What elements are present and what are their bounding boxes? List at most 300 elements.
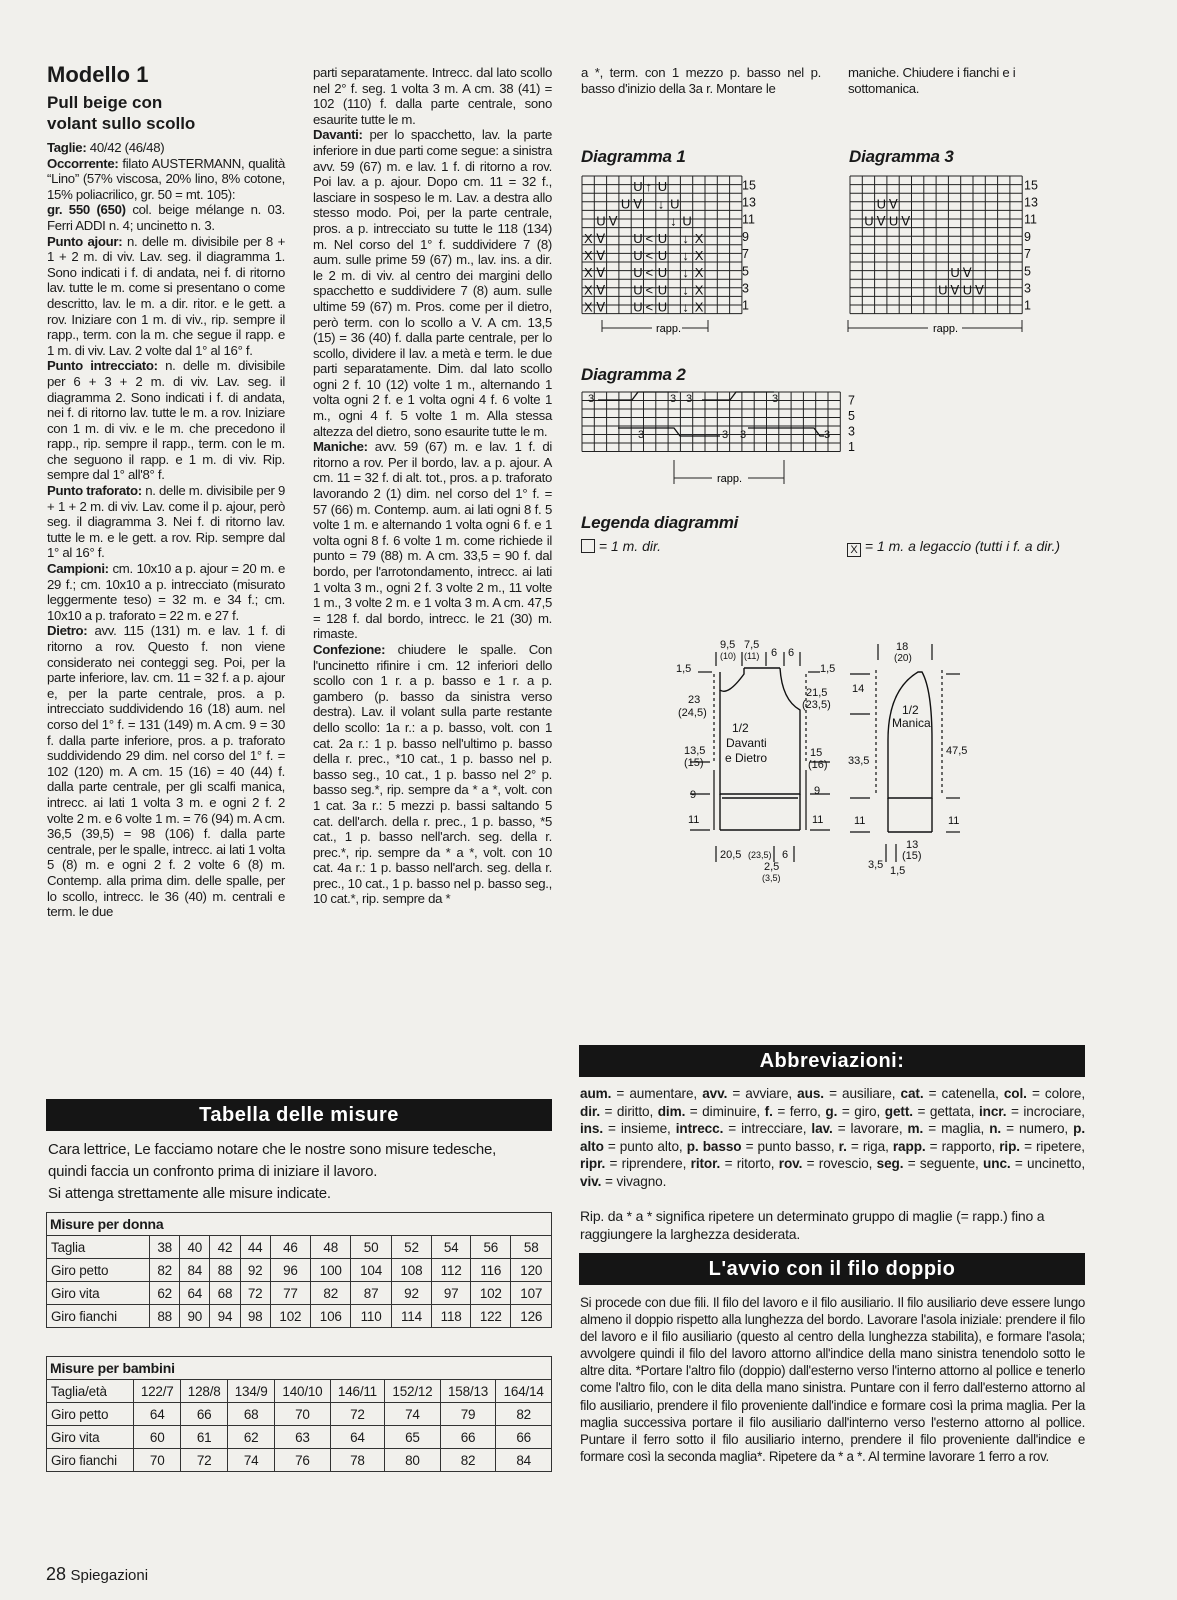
- diagram-stitch-symbol: ∀: [596, 230, 606, 246]
- dim-r-16: (16): [808, 759, 828, 771]
- women-table-cell: 38: [150, 1236, 180, 1259]
- col1-paragraph: [47, 140, 285, 156]
- measurements-banner: Tabella delle misure: [46, 1099, 552, 1131]
- dim-r-9: 9: [814, 785, 821, 797]
- dim-l-15: (15): [684, 757, 704, 769]
- abbreviation-value: = gettata,: [912, 1103, 979, 1119]
- women-table-row: [47, 1259, 552, 1282]
- abbreviation-value: = uncinetto,: [1010, 1156, 1086, 1171]
- abbreviation-value: = insieme,: [603, 1121, 676, 1136]
- dim-b-3-5: (3,5): [762, 873, 781, 883]
- page-footer: [46, 1564, 148, 1585]
- children-table-cell: 60: [134, 1426, 181, 1449]
- children-table-cell: 70: [275, 1403, 331, 1426]
- section-name: Spiegazioni: [70, 1567, 149, 1584]
- children-table-cell: 72: [330, 1403, 384, 1426]
- women-table-cell: 92: [240, 1259, 270, 1282]
- children-table-cell: 66: [440, 1426, 496, 1449]
- women-table-cell: 104: [351, 1259, 391, 1282]
- children-table-cell: 82: [440, 1449, 496, 1472]
- col1-paragraph-label: Punto intrecciato:: [47, 358, 158, 374]
- abbreviation-key: col.: [1003, 1086, 1027, 1101]
- dim-b-20-5: 20,5: [720, 849, 742, 861]
- dim-11-top: (11): [744, 651, 760, 661]
- dim-9-5: 9,5: [720, 639, 736, 651]
- empty-square-icon: [581, 539, 595, 553]
- col1-paragraph-text: n. delle m. divisibile per 8 + 1 + 2 m. di viv. Lav. seg. il diagramma 1. Sono indicati i f. di andata, nei f. di ritorno lav. tutte le m. come si presentano o come descritto, lav. le m. a dir. ritor. e le gett. a rov. Iniziare con 1 m. di viv., rip. sempre il rapp., term. con la m. che segue il rapp. e 1 m. di viv. Lav. 2 volte dal 1° al 16° f.: [47, 233, 285, 358]
- diagram-row-number: 13: [1024, 195, 1038, 210]
- front-back-label-2: Davanti: [726, 736, 767, 750]
- diagram-stitch-symbol: ∀: [596, 299, 606, 315]
- women-table-cell: 102: [270, 1305, 310, 1328]
- women-table-cell: 48: [311, 1236, 351, 1259]
- dim-s-33-5: 33,5: [848, 755, 870, 767]
- column-1: [47, 62, 285, 920]
- diagram-stitch-symbol: U: [633, 179, 643, 195]
- column-2: [313, 65, 552, 907]
- col1-paragraph: [47, 234, 285, 359]
- dim-r-1-5: 1,5: [820, 663, 836, 675]
- abbreviation-key: ins.: [580, 1121, 604, 1136]
- x-square-icon: X: [847, 543, 861, 557]
- diagram-stitch-symbol: ∀: [876, 213, 886, 229]
- women-table-cell: 110: [351, 1305, 391, 1328]
- col1-paragraph-label: Occorrente:: [47, 155, 119, 171]
- dim-s-14: 14: [852, 683, 865, 695]
- diagram-1-grid: [578, 172, 778, 342]
- diagram-row-number: 3: [848, 424, 855, 439]
- diagram-row-number: 9: [1024, 229, 1031, 244]
- col1-paragraph-text: avv. 115 (131) m. e lav. 1 f. di ritorno a rov. Questo f. non viene considerato nei conteggi seg. Poi, per la parte inferiore, lav. cm. 11 = 32 f. a p. ajour e, per la parte centrale, pros. a p. intrecciato suddividendo 16 (18) aum. nel corso del 1° f. = 131 (149) m. A cm. 9 = 30 f. dalla parte inferiore, pros. a p. traforato suddividendo 29 dim. nel corso del 1° f. = 102 (120) m. A cm. 15 (16) = 40 (44) f. dalla parte centrale, per gli scalfi manica, intrecc. ai lati 1 volta 3 m. e ogni 2 f. 2 volte 2 m. e 6 volte 1 m. = 76 (94) m. A cm. 36,5 (39,5) = 98 (106) f. dalla parte centrale, per le spalle, intrecc. ai lati 1 volta 5 (8) m. e ogni 2 f. 2 volte 6 (8) m. Contemp. alla prima dim. delle spalle, per lo scollo, intrecc. le 36 (40) m. centrali e term. le due: [47, 623, 285, 920]
- abbreviation-value: = seguente,: [903, 1156, 984, 1171]
- children-table-row-label: Taglia/età: [47, 1380, 134, 1403]
- diagram-stitch-symbol: X: [694, 230, 704, 246]
- women-table-cell: 126: [511, 1305, 552, 1328]
- col1-paragraph-text: n. delle m. divisibile per 6 + 3 + 2 m. di viv. Lav. seg. il diagramma 2. Sono indicati i f. di andata, nei f. di ritorno lav. tutte le m. a rov. Iniziare con 1 m. di viv. e le m. che precedono il rapp., rip. sempre il rapp., term. con le m. che seguono il rapp. e 1 m. di viv. Rip. sempre dal 1° all'8° f.: [47, 358, 286, 483]
- dim-10: (10): [720, 651, 737, 661]
- diagram-stitch-symbol: ∀: [901, 213, 911, 229]
- dim-s-1-5: 1,5: [890, 865, 906, 877]
- children-table-cell: 64: [330, 1426, 384, 1449]
- women-table-cell: 122: [471, 1305, 511, 1328]
- diagram-row-number: 1: [742, 298, 749, 313]
- model-title: Modello 1: [47, 62, 149, 87]
- abbreviation-key: incr.: [978, 1103, 1007, 1119]
- women-table-cell: 64: [180, 1282, 210, 1305]
- children-table-cell: 78: [330, 1449, 384, 1472]
- children-table-row-label: Giro vita: [47, 1426, 134, 1449]
- diagram-stitch-symbol: U: [864, 213, 874, 229]
- diagram-stitch-symbol: <: [645, 248, 654, 263]
- abbreviation-key: p. alto: [580, 1121, 1086, 1154]
- women-table-cell: 98: [240, 1305, 270, 1328]
- col1-paragraph: [47, 156, 285, 203]
- women-table-row-label: Giro fianchi: [47, 1305, 150, 1328]
- abbreviation-value: = colore,: [1026, 1086, 1085, 1101]
- abbreviation-value: = riprendere,: [605, 1156, 691, 1171]
- svg-text:3: 3: [638, 429, 645, 441]
- col1-paragraph: [47, 202, 285, 233]
- diagram-stitch-symbol: X: [694, 282, 704, 298]
- abbreviation-key: seg.: [876, 1156, 904, 1171]
- legend-dir-item: [581, 538, 661, 554]
- diagram-stitch-symbol: X: [584, 230, 593, 246]
- women-table-row: [47, 1236, 552, 1259]
- children-table-cell: 61: [181, 1426, 228, 1449]
- diagram-stitch-symbol: U: [876, 196, 886, 212]
- children-table-cell: 74: [228, 1449, 275, 1472]
- abbreviation-value: = ferro,: [772, 1103, 826, 1119]
- abbreviation-value: = numero,: [1001, 1121, 1074, 1136]
- children-table-cell: 66: [181, 1403, 228, 1426]
- diagram-row-number: 5: [1024, 264, 1031, 279]
- diagram-stitch-symbol: <: [645, 299, 654, 315]
- abbreviation-value: = punto alto,: [603, 1138, 687, 1154]
- women-table-cell: 87: [351, 1282, 391, 1305]
- children-size-table: [46, 1356, 552, 1472]
- diagram-stitch-symbol: U: [620, 196, 631, 212]
- children-table-cell: 152/12: [385, 1380, 441, 1403]
- women-table-cell: 77: [270, 1282, 310, 1305]
- dim-l-23: 23: [688, 694, 701, 706]
- diagram-stitch-symbol: X: [694, 248, 704, 263]
- women-table-row: [47, 1282, 552, 1305]
- children-table-cell: 62: [228, 1426, 275, 1449]
- avvio-banner: L'avvio con il filo doppio: [579, 1253, 1085, 1285]
- dim-6a: 6: [771, 647, 778, 659]
- abbreviation-key: ripr.: [580, 1156, 606, 1171]
- women-table-cell: 54: [432, 1236, 471, 1259]
- front-back-label-1: 1/2: [732, 721, 749, 735]
- col1-paragraph-label: Punto ajour:: [47, 233, 123, 249]
- diagram-row-number: 5: [848, 409, 855, 424]
- sleeve-label-1: 1/2: [902, 703, 919, 717]
- diagram-stitch-symbol: U: [596, 213, 606, 229]
- diagram-stitch-symbol: U: [962, 282, 973, 298]
- children-table-cell: 70: [134, 1449, 181, 1472]
- dim-l-1-5: 1,5: [676, 663, 692, 675]
- children-table-cell: 158/13: [440, 1380, 496, 1403]
- dim-l-24-5: (24,5): [678, 707, 707, 719]
- diagram-stitch-symbol: U: [633, 282, 643, 298]
- abbreviation-value: = diminuire,: [685, 1103, 765, 1119]
- women-table-row-label: Giro vita: [47, 1282, 150, 1305]
- diagram-stitch-symbol: ∀: [596, 282, 606, 298]
- women-table-cell: 90: [180, 1305, 210, 1328]
- abbreviation-value: = intrecciare,: [723, 1121, 812, 1136]
- diagram-stitch-symbol: U: [657, 179, 668, 195]
- children-table-row: [47, 1449, 552, 1472]
- dim-s-15: (15): [902, 850, 922, 862]
- dim-s-11r: 11: [948, 815, 960, 827]
- diagram-3-rapp-label: rapp.: [933, 323, 959, 335]
- abbreviation-key: viv.: [580, 1173, 602, 1189]
- col1-paragraph-text: 40/42 (46/48): [86, 140, 165, 155]
- abbreviation-value: = incrociare,: [1006, 1103, 1085, 1119]
- diagram-row-number: 7: [742, 247, 749, 262]
- diagram-row-number: 7: [848, 393, 855, 408]
- abbreviation-value: = ausiliare,: [823, 1086, 901, 1101]
- women-table-cell: 102: [471, 1282, 511, 1305]
- col2-paragraph-text: per lo spacchetto, lav. la parte inferiore in due parti come segue: a sinistra avv. 59 (67) m. e lav. 1 f. di ritorno a rov. Poi lav. a p. ajour. Dopo cm. 11 = 32 f., lasciare in sospeso le m. Lav. a destra allo stesso modo. Poi, per la parte centrale, pros. a p. intrecciato su tutte le 118 (134) m. Nel corso del 1° f. suddividere 7 (8) aum. sulle prime 59 (67) m., lav. ins. a dir. le 2 m. di viv. al centro dei margini dello spacchetto e suddividere 7 (8) aum. sulle ultime 59 (67) m. Pros. come per il dietro, però term. con lo scollo a V. A cm. 13,5 (15) = 36 (40) f. dalla parte centrale, per lo scollo, dividere il lav. a metà e term. le due parti separatamente. Dim. dal lato scollo ogni 2 f. 10 (12) volte 1 m., alternando 1 volta ogni 2 f. e 1 volta ogni 4 f. 6 volte 1 m., ogni 4 f. 5 volte 1 m. Alla stessa altezza del dietro, sono esaurite tutte le m.: [313, 127, 552, 439]
- abbreviation-value: = aumentare,: [611, 1086, 703, 1101]
- women-table-row-label: Giro petto: [47, 1259, 150, 1282]
- diagram-stitch-symbol: ↓: [670, 213, 677, 229]
- children-table-cell: 82: [496, 1403, 552, 1426]
- abbreviation-key: unc.: [983, 1156, 1011, 1171]
- dim-7-5: 7,5: [744, 639, 760, 651]
- children-table-cell: 146/11: [330, 1380, 384, 1403]
- children-table-row-label: Giro fianchi: [47, 1449, 134, 1472]
- diagram-row-number: 11: [742, 212, 755, 227]
- sleeve-label-2: Manica: [892, 716, 931, 730]
- women-table-cell: 88: [210, 1259, 240, 1282]
- women-table-cell: 82: [150, 1259, 180, 1282]
- diagram-row-number: 11: [1024, 212, 1037, 227]
- diagram-row-number: 1: [848, 440, 855, 455]
- children-table-cell: 72: [181, 1449, 228, 1472]
- diagram-stitch-symbol: ↓: [682, 248, 689, 263]
- abbreviation-value: = giro,: [837, 1103, 885, 1119]
- model-subtitle-line-1: Pull beige con: [47, 93, 163, 112]
- diagram-stitch-symbol: ↓: [682, 282, 689, 298]
- women-table-cell: 107: [511, 1282, 552, 1305]
- women-table-cell: 68: [210, 1282, 240, 1305]
- dim-s-11: 11: [854, 815, 866, 827]
- dim-b-6: 6: [782, 849, 789, 861]
- dim-r-15: 15: [810, 747, 823, 759]
- women-table-cell: 84: [180, 1259, 210, 1282]
- col1-paragraph-label: gr. 550 (650): [47, 202, 126, 218]
- diagram-stitch-symbol: U: [657, 282, 668, 298]
- children-table-cell: 134/9: [228, 1380, 275, 1403]
- avvio-text: Si procede con due fili. Il filo del lavoro e il filo ausiliario. Il filo ausiliario deve essere lungo almeno il doppio rispetto alla lunghezza del bordo. Lavorare l'asola iniziale: prendere il filo del lavoro e il filo ausiliario (questo al centro della lunghezza stabilita), e formare l'asola; avvolgere quindi il filo del lavoro attorno all'indice della mano sinistra tenendolo sotto le altre dita. *Portare l'altro filo (doppio) dall'esterno verso l'interno attorno al pollice e tenerlo come l'altro filo, con le dita della mano sinistra. Puntare con il ferro dall'esterno attorno al filo ausiliario, prendere il filo proveniente dall'indice e formare così la prima maglia. Per la maglia successiva portare il filo ausiliario dall'interno verso l'esterno attorno al pollice. Puntare il ferro sotto il filo ausiliario interno, prendere il filo proveniente dall'indice e formare così la seconda maglia*. Ripetere da * a *. Al termine lavorare 1 ferro a rov.: [580, 1295, 1085, 1464]
- diagram-stitch-symbol: ∀: [950, 282, 960, 298]
- diagram-stitch-symbol: ↓: [682, 230, 689, 246]
- diagram-stitch-symbol: U: [657, 299, 668, 315]
- abbreviation-key: ritor.: [690, 1156, 721, 1171]
- women-table-cell: 46: [270, 1236, 310, 1259]
- abbreviation-key: avv.: [702, 1086, 728, 1101]
- abbreviation-key: rov.: [778, 1156, 803, 1171]
- women-table-cell: 56: [471, 1236, 511, 1259]
- measurements-intro-1: Cara lettrice, Le facciamo notare che le nostre sono misure tedesche,: [48, 1141, 497, 1158]
- col1-paragraph: [47, 358, 285, 483]
- diagram-row-number: 3: [742, 281, 749, 296]
- dim-s-20: (20): [894, 653, 912, 664]
- abbreviation-value: = vivagno.: [601, 1173, 667, 1189]
- abbreviation-key: p. basso: [686, 1138, 742, 1154]
- diagram-row-number: 9: [742, 229, 749, 244]
- children-table-row: [47, 1380, 552, 1403]
- diagram-stitch-symbol: U: [938, 282, 948, 298]
- diagram-row-number: 15: [742, 178, 756, 193]
- abbreviation-key: aum.: [580, 1086, 612, 1101]
- women-table-cell: 52: [391, 1236, 431, 1259]
- children-table-cell: 128/8: [181, 1380, 228, 1403]
- women-table-cell: 96: [270, 1259, 310, 1282]
- diagram-stitch-symbol: U: [633, 230, 643, 246]
- children-table-row-label: Giro petto: [47, 1403, 134, 1426]
- women-table-cell: 108: [391, 1259, 431, 1282]
- children-table-cell: 79: [440, 1403, 496, 1426]
- abbreviations-list: [580, 1085, 1085, 1190]
- diagram-stitch-symbol: X: [584, 248, 593, 263]
- women-table-cell: 106: [311, 1305, 351, 1328]
- column-3-top: [581, 65, 821, 96]
- diagram-stitch-symbol: ∀: [596, 248, 606, 263]
- col1-paragraph: [47, 623, 285, 919]
- children-table-cell: 65: [385, 1426, 441, 1449]
- dim-b-2-5: 2,5: [764, 861, 780, 873]
- col1-paragraph-label: Taglie:: [47, 140, 87, 155]
- abbreviations-note: Rip. da * a * significa ripetere un determinato gruppo di maglie (= rapp.) fino a raggiungere la larghezza desiderata.: [580, 1208, 1045, 1242]
- measurements-intro-2: quindi faccia un confronto prima di iniziare il lavoro.: [48, 1163, 378, 1180]
- abbreviation-key: r.: [838, 1138, 847, 1154]
- diagram-3-grid: [846, 172, 1066, 342]
- dim-s-3-5: 3,5: [868, 859, 884, 871]
- diagram-stitch-symbol: X: [584, 282, 593, 298]
- col2-paragraph-text: parti separatamente. Intrecc. dal lato scollo nel 2° f. seg. 1 volta 3 m. A cm. 38 (41) = 102 (110) f. dalla parte centrale, sono esaurite tutte le m.: [313, 65, 552, 127]
- abbreviation-value: = rovescio,: [802, 1156, 877, 1171]
- diagram-row-number: 7: [1024, 247, 1031, 262]
- diagram-stitch-symbol: U: [682, 213, 692, 229]
- abbreviation-key: cat.: [900, 1086, 924, 1101]
- abbreviation-value: = rapporto,: [925, 1138, 1000, 1154]
- women-table-cell: 116: [471, 1259, 511, 1282]
- diagram-row-number: 1: [1024, 298, 1031, 313]
- col1-paragraph-label: Dietro:: [47, 623, 88, 639]
- abbreviation-key: gett.: [884, 1103, 913, 1119]
- diagram-stitch-symbol: X: [584, 299, 593, 315]
- abbreviation-value: = catenella,: [923, 1086, 1004, 1101]
- abbreviation-key: lav.: [811, 1121, 833, 1136]
- women-table-cell: 88: [150, 1305, 180, 1328]
- women-table-cell: 58: [511, 1236, 552, 1259]
- children-table-header: Misure per bambini: [47, 1357, 552, 1380]
- diagram-stitch-symbol: ∀: [633, 196, 643, 212]
- children-table-cell: 76: [275, 1449, 331, 1472]
- children-table-cell: 68: [228, 1403, 275, 1426]
- diagram-stitch-symbol: X: [584, 265, 593, 281]
- children-table-cell: 122/7: [134, 1380, 181, 1403]
- children-table-cell: 80: [385, 1449, 441, 1472]
- diagram-stitch-symbol: ∀: [596, 265, 606, 281]
- col1-paragraph: [47, 483, 285, 561]
- women-table-cell: 82: [311, 1282, 351, 1305]
- diagram-stitch-symbol: U: [633, 265, 643, 281]
- women-table-cell: 44: [240, 1236, 270, 1259]
- diagram-stitch-symbol: ↓: [682, 299, 689, 315]
- diagram-row-number: 15: [1024, 178, 1038, 193]
- col1-paragraph: [47, 561, 285, 623]
- col1-instructions: [47, 140, 285, 920]
- dim-l-9: 9: [690, 789, 697, 801]
- col2-instructions: [313, 65, 552, 907]
- diagram-row-number: 3: [1024, 281, 1031, 296]
- abbreviation-value: = diritto,: [600, 1103, 658, 1119]
- women-table-cell: 42: [210, 1236, 240, 1259]
- diagram-stitch-symbol: X: [694, 299, 704, 315]
- measurements-intro-3: Si attenga strettamente alle misure indicate.: [48, 1185, 331, 1202]
- children-table-cell: 64: [134, 1403, 181, 1426]
- col2-paragraph: [313, 127, 552, 439]
- abbreviation-key: dim.: [657, 1103, 686, 1119]
- dim-s-18: 18: [896, 641, 909, 653]
- diagram-1-title: Diagramma 1: [581, 147, 686, 166]
- women-table-cell: 118: [432, 1305, 471, 1328]
- dim-s-47-5: 47,5: [946, 745, 968, 757]
- abbreviation-value: = punto basso,: [741, 1138, 839, 1154]
- children-table-cell: 63: [275, 1426, 331, 1449]
- diagram-stitch-symbol: U: [657, 248, 668, 263]
- women-table-cell: 62: [150, 1282, 180, 1305]
- women-table-cell: 112: [432, 1259, 471, 1282]
- svg-text:3: 3: [722, 429, 729, 441]
- col1-paragraph-label: Campioni:: [47, 561, 109, 577]
- dim-l-13-5: 13,5: [684, 745, 706, 757]
- diagram-stitch-symbol: ∀: [962, 265, 972, 281]
- diagram-stitch-symbol: U: [670, 196, 680, 212]
- abbreviation-key: intrecc.: [675, 1121, 724, 1136]
- diagram-2-rapp-label: rapp.: [717, 473, 743, 485]
- legend-dir-text: = 1 m. dir.: [598, 538, 662, 554]
- children-table-row: [47, 1403, 552, 1426]
- col2-paragraph-label: Confezione:: [313, 641, 386, 657]
- front-back-label-3: e Dietro: [725, 751, 768, 765]
- women-table-cell: 50: [351, 1236, 391, 1259]
- diagram-1-rapp-label: rapp.: [656, 323, 682, 335]
- dim-s-13: 13: [906, 839, 919, 851]
- col2-paragraph: [313, 642, 552, 907]
- col2-paragraph-text: avv. 59 (67) m. e lav. 1 f. di ritorno a rov. Per il bordo, lav. a p. ajour. A cm. 11 = 32 f. di alt. tot., pros. a p. traforato lavorando 2 (1) dim. nel corso del 1° f. = 57 (66) m. Contemp. aum. ai lati ogni 8 f. 5 volte 1 m. e alternando 1 volta ogni 6 f. e 1 volta ogni 8 f. 6 volte 1 m. come richiede il punto = 79 (88) m. A cm. 33,5 = 90 f. dal bordo, per l'arrotondamento, intrecc. ai lati 1 volta 3 m., ogni 2 f. 3 volte 2 m., 11 volte 1 m., 3 volte 2 m. e 1 volta 3 m. A cm. 47,5 = 128 f. dal bordo, intrecc. le 21 (30) m. rimaste.: [313, 439, 552, 642]
- abbreviation-value: = ripetere,: [1019, 1138, 1085, 1154]
- abbreviation-key: g.: [825, 1103, 838, 1119]
- abbreviation-key: aus.: [797, 1086, 824, 1101]
- diagram-row-number: 5: [742, 264, 749, 279]
- children-table-row: [47, 1426, 552, 1449]
- children-table-cell: 66: [496, 1426, 552, 1449]
- col1-paragraph-text: cm. 10x10 a p. ajour = 20 m. e 29 f.; cm. 10x10 a p. intrecciato (misurato leggermente teso) = 32 m. e 34 f.; cm. 10x10 a p. traforato = 22 m. e 27 f.: [47, 561, 285, 623]
- dim-b-23-5: (23,5): [748, 850, 772, 860]
- diagram-stitch-symbol: <: [645, 265, 654, 281]
- women-table-cell: 114: [391, 1305, 431, 1328]
- diagram-stitch-symbol: U: [633, 299, 643, 315]
- col1-paragraph-text: filato AUSTERMANN, qualità “Lino” (57% viscosa, 20% lino, 8% cotone, 15% poliacrilico, gr. 50 = mt. 105):: [47, 155, 285, 202]
- women-table-cell: 97: [432, 1282, 471, 1305]
- col2-paragraph: [313, 439, 552, 642]
- svg-text:3: 3: [772, 393, 779, 405]
- abbreviation-value: = maglia,: [923, 1121, 990, 1136]
- column-4-top: [848, 65, 1088, 96]
- diagram-3-title: Diagramma 3: [849, 147, 954, 166]
- diagram-stitch-symbol: U: [657, 230, 668, 246]
- diagram-2-title: Diagramma 2: [581, 365, 686, 384]
- col4-continuation: maniche. Chiudere i fianchi e i sottomanica.: [848, 65, 1016, 96]
- diagram-stitch-symbol: ↓: [682, 265, 689, 281]
- diagram-stitch-symbol: <: [645, 282, 654, 298]
- women-size-table: [46, 1212, 552, 1328]
- col2-paragraph-label: Maniche:: [313, 439, 368, 455]
- legend-legaccio-item: [847, 538, 1060, 557]
- col1-paragraph-text: n. delle m. divisibile per 9 + 1 + 2 m. di viv. Lav. come il p. ajour, però seg. il diagramma 3. Nei f. di ritorno lav. tutte le m. e le gett. a rov. Rip. sempre dal 1° al 16° f.: [47, 483, 286, 561]
- diagram-stitch-symbol: U: [633, 248, 643, 263]
- legend-title: Legenda diagrammi: [581, 513, 739, 532]
- children-table-cell: 164/14: [496, 1380, 552, 1403]
- diagram-stitch-symbol: X: [694, 265, 704, 281]
- women-table-cell: 120: [511, 1259, 552, 1282]
- dim-r-11: 11: [812, 814, 824, 826]
